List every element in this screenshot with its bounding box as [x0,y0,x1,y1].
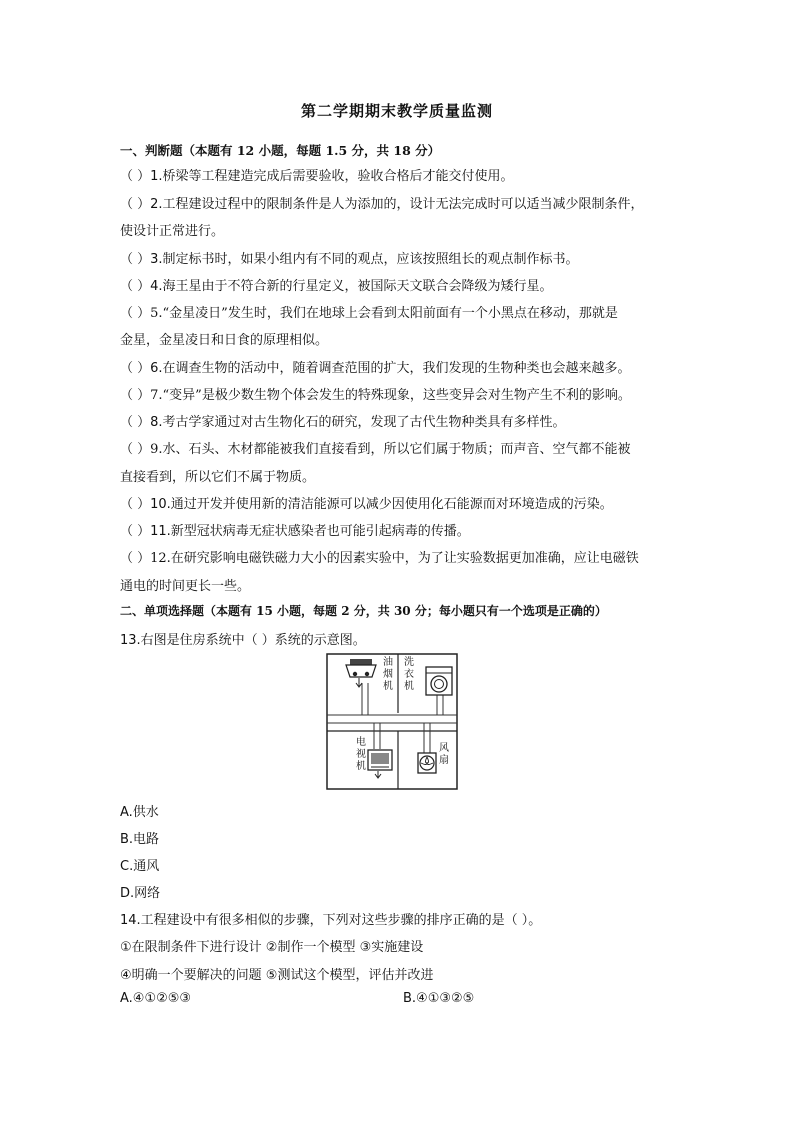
question-4: （ ）4.海王星由于不符合新的行星定义，被国际天文联合会降级为矮行星。 [120,279,553,294]
question-9-line-1: （ ）9.水、石头、木材都能被我们直接看到，所以它们属于物质；而声音、空气都不能被 [120,442,631,457]
question-6: （ ）6.在调查生物的活动中，随着调查范围的扩大，我们发现的生物种类也会越来越多。 [120,361,631,376]
question-2-line-2: 使设计正常进行。 [120,224,225,239]
question-14-steps-1: ①在限制条件下进行设计 ②制作一个模型 ③实施建设 [120,940,424,955]
range-hood-icon [346,659,376,687]
question-12-line-1: （ ）12.在研究影响电磁铁磁力大小的因素实验中，为了让实验数据更加准确，应让电磁铁 [120,551,639,566]
washer-label-3: 机 [404,681,414,692]
question-14-steps-2: ④明确一个要解决的问题 ⑤测试这个模型，评估并改进 [120,968,434,983]
washer-label-1: 洗 [404,657,414,668]
question-13-option-d: D.网络 [120,886,161,901]
question-8: （ ）8.考古学家通过对古生物化石的研究，发现了古代生物种类具有多样性。 [120,415,566,430]
question-7: （ ）7.“变异”是极少数生物个体会发生的特殊现象，这些变异会对生物产生不利的影响。 [120,388,631,403]
question-2-line-1: （ ）2.工程建设过程中的限制条件是人为添加的，设计无法完成时可以适当减少限制条件， [120,197,644,212]
hood-label-1: 油 [383,657,393,668]
question-14-option-b: B.④①③②⑤ [403,991,475,1006]
question-13-option-c: C.通风 [120,859,160,874]
question-13-option-b: B.电路 [120,832,160,847]
tv-label-1: 电 [356,737,366,748]
question-12-line-2: 通电的时间更长一些。 [120,579,251,594]
question-10: （ ）10.通过开发并使用新的清洁能源可以减少因使用化石能源而对环境造成的污染。 [120,497,613,512]
washing-machine-icon [426,667,452,695]
question-13-option-a: A.供水 [120,805,159,820]
fan-label-2: 扇 [439,755,449,766]
question-9-line-2: 直接看到，所以它们不属于物质。 [120,470,316,485]
tv-label-3: 机 [356,761,366,772]
tv-label-2: 视 [356,749,366,760]
television-icon [368,750,392,778]
question-13-stem: 13.右图是住房系统中（ ）系统的示意图。 [120,633,366,648]
question-14-option-a: A.④①②⑤③ [120,991,192,1006]
question-5-line-2: 金星，金星凌日和日食的原理相似。 [120,333,329,348]
section-heading-true-false: 一、判断题（本题有 12 小题，每题 1.5 分，共 18 分） [120,143,441,158]
question-5-line-1: （ ）5.“金星凌日”发生时，我们在地球上会看到太阳前面有一个小黑点在移动，那就是 [120,306,618,321]
question-1: （ ）1.桥梁等工程建造完成后需要验收，验收合格后才能交付使用。 [120,169,514,184]
fan-icon [418,753,436,773]
question-11: （ ）11.新型冠状病毒无症状感染者也可能引起病毒的传播。 [120,524,470,539]
hood-label-3: 机 [383,681,393,692]
fan-label-1: 风 [439,743,449,754]
exam-title: 第二学期期末教学质量监测 [300,102,493,120]
hood-label-2: 烟 [383,669,393,680]
section-heading-single-choice: 二、单项选择题（本题有 15 小题，每题 2 分，共 30 分；每小题只有一个选项是正确的） [120,604,607,618]
question-3: （ ）3.制定标书时，如果小组内有不同的观点，应该按照组长的观点制作标书。 [120,252,579,267]
question-14-stem: 14.工程建设中有很多相似的步骤，下列对这些步骤的排序正确的是（ ）。 [120,913,542,928]
washer-label-2: 衣 [404,669,414,680]
house-system-diagram [326,653,458,790]
